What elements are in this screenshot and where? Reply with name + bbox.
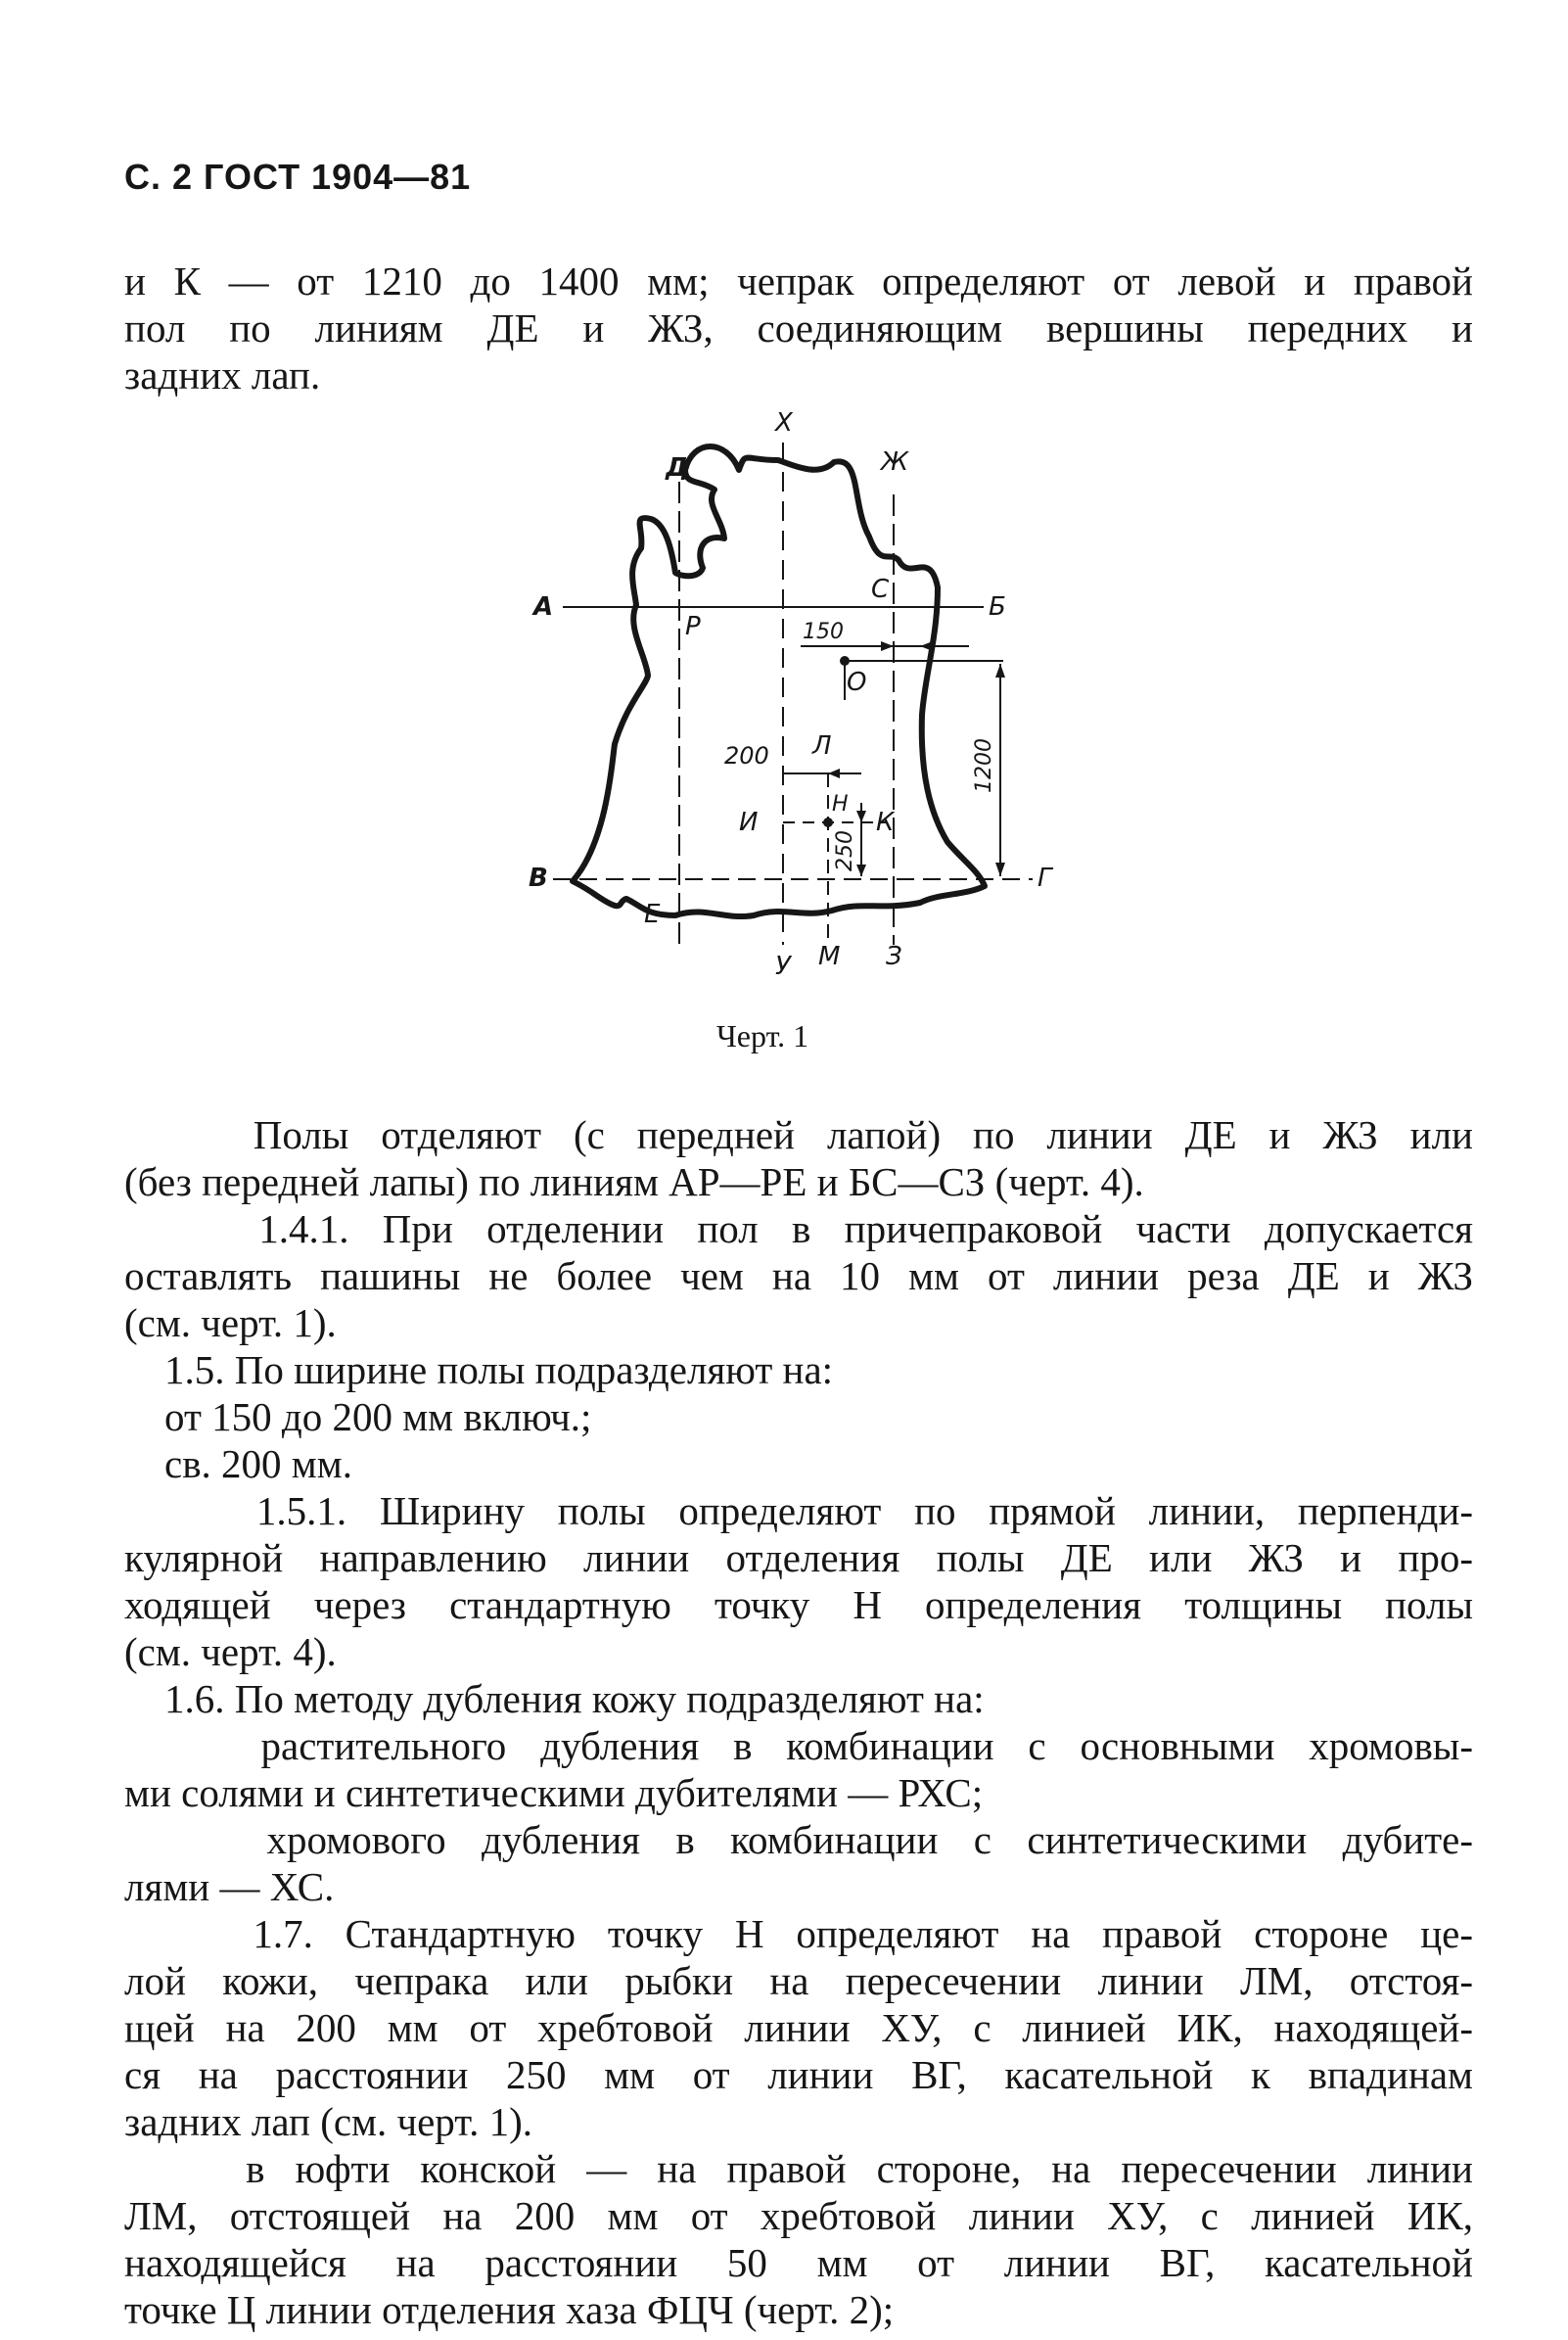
text-line: ми солями и синтетическими дубителями — РХС; [124,1770,984,1815]
text-line: задних лап (см. черт. 1). [124,2099,533,2144]
text-line: оставлять пашины не более чем на 10 мм от линии реза ДЕ и ЖЗ [124,1253,1473,1298]
page-header: С. 2 ГОСТ 1904—81 [124,157,472,197]
label-zh: Ж [881,447,909,477]
label-b: Б [989,592,1006,622]
text-line: св. 200 мм. [124,1441,352,1486]
text-line: щей на 200 мм от хребтовой линии ХУ, с линией ИК, находящей- [124,2005,1473,2050]
text-line: от 150 до 200 мм включ.; [124,1394,592,1439]
label-i: И [739,808,759,837]
dim-200: 200 [724,742,769,770]
text-line: Полы отделяют (с передней лапой) по линии ДЕ и ЖЗ или [124,1112,1473,1157]
label-o: О [847,668,867,697]
text-line: в юфти конской — на правой стороне, на пересечении линии [124,2146,1473,2191]
text-line: ЛМ, отстоящей на 200 мм от хребтовой линии ХУ, с линией ИК, [124,2193,1473,2238]
text-line: ходящей через стандартную точку Н определения толщины полы [124,1582,1473,1627]
point-n [823,818,833,827]
hide-diagram [0,0,1568,1018]
text-line: (см. черт. 4). [124,1629,337,1674]
text-line: пол по линиям ДЕ и ЖЗ, соединяющим вершины передних и [124,305,1473,351]
label-m: М [818,942,841,971]
text-line: растительного дубления в комбинации с основными хромовы- [124,1723,1473,1768]
text-line: ся на расстоянии 250 мм от линии ВГ, касательной к впадинам [124,2052,1473,2097]
label-e: Е [644,900,661,929]
text-line: (см. черт. 1). [124,1300,337,1345]
label-c: С [871,575,890,604]
label-z: З [886,942,902,971]
text-line: хромового дубления в комбинации с синтетическими дубите- [124,1817,1473,1862]
text-line: 1.7. Стандартную точку Н определяют на правой стороне це- [124,1911,1473,1956]
text-line: и К — от 1210 до 1400 мм; чепрак определяют от левой и правой [124,258,1473,304]
label-n: Н [832,792,849,817]
dim-150: 150 [803,620,844,644]
label-l: Л [812,731,832,761]
text-line: задних лап. [124,352,321,398]
text-line: лой кожи, чепрака или рыбки на пересечении линии ЛМ, отстоя- [124,1958,1473,2003]
label-g: Г [1038,864,1052,893]
text-line: 1.5.1. Ширину полы определяют по прямой линии, перпенди- [124,1488,1473,1533]
label-x: Х [775,408,793,438]
dim-250: 250 [833,830,857,871]
label-d: Д [666,453,689,483]
label-u: У [775,952,791,981]
text-line: точке Ц линии отделения хаза ФЦЧ (черт. 2); [124,2287,895,2332]
hide-outline [573,446,985,916]
text-line: 1.4.1. При отделении пол в причепраковой части допускается [124,1206,1473,1251]
text-line: лями — ХС. [124,1864,335,1909]
text-line: 1.6. По методу дубления кожу подразделяют на: [124,1676,985,1721]
label-k: К [876,808,895,837]
text-line: (без передней лапы) по линиям АР—РЕ и БС—СЗ (черт. 4). [124,1159,1144,1204]
label-a: А [533,592,554,622]
text-line: кулярной направлению линии отделения полы ДЕ или ЖЗ и про- [124,1535,1473,1580]
text-line: находящейся на расстоянии 50 мм от линии ВГ, касательной [124,2240,1473,2285]
dim-1200: 1200 [972,738,996,793]
label-v: В [529,864,548,893]
figure-caption: Черт. 1 [716,1018,809,1053]
text-line: 1.5. По ширине полы подразделяют на: [124,1347,834,1392]
label-p: Р [685,612,701,641]
